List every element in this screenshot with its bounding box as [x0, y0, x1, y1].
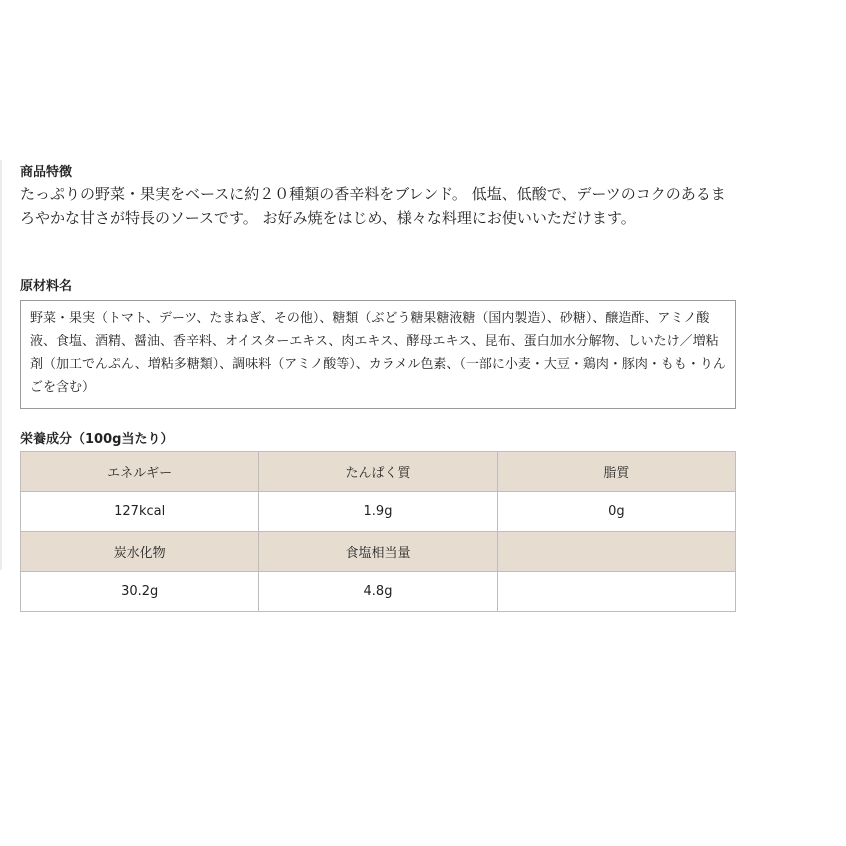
protein-label: たんぱく質 [259, 452, 497, 492]
salt-equivalent-value: 4.8g [259, 572, 497, 612]
carbohydrate-value: 30.2g [21, 572, 259, 612]
protein-value: 1.9g [259, 492, 497, 532]
ingredients-box: 野菜・果実（トマト、デーツ、たまねぎ、その他）、糖類（ぶどう糖果糖液糖（国内製造）、砂糖）、醸造酢、アミノ酸液、食塩、酒精、醤油、香辛料、オイスターエキス、肉エキス、酵母エキス、昆布、蛋白加水分解物、しいたけ／増粘剤（加工でんぷん、増粘多糖類）、調味料（アミノ酸等）、カラメル色素、（一部に小麦・大豆・鶏肉・豚肉・もも・りんごを含む） [20, 300, 736, 409]
empty-value-cell [497, 572, 735, 612]
nutrition-heading: 栄養成分（100g当たり） [20, 432, 174, 447]
carbohydrate-label: 炭水化物 [21, 532, 259, 572]
ingredients-heading: 原材料名 [20, 279, 73, 294]
features-heading: 商品特徴 [20, 165, 73, 180]
energy-value: 127kcal [21, 492, 259, 532]
fat-label: 脂質 [497, 452, 735, 492]
nutrition-value-row [21, 572, 736, 612]
energy-label: エネルギー [21, 452, 259, 492]
product-info [20, 164, 736, 612]
salt-equivalent-label: 食塩相当量 [259, 532, 497, 572]
nutrition-header-row [21, 452, 736, 492]
empty-header-cell [497, 532, 735, 572]
fat-value: 0g [497, 492, 735, 532]
features-description: たっぷりの野菜・果実をベースに約２０種類の香辛料をブレンド。 低塩、低酸で、デーツのコクのあるまろやかな甘さが特長のソースです。 お好み焼をはじめ、様々な料理にお使いいただけます。 [20, 185, 726, 227]
nutrition-header-row [21, 532, 736, 572]
left-border-decoration [0, 160, 2, 570]
nutrition-value-row [21, 492, 736, 532]
nutrition-table [20, 451, 736, 612]
